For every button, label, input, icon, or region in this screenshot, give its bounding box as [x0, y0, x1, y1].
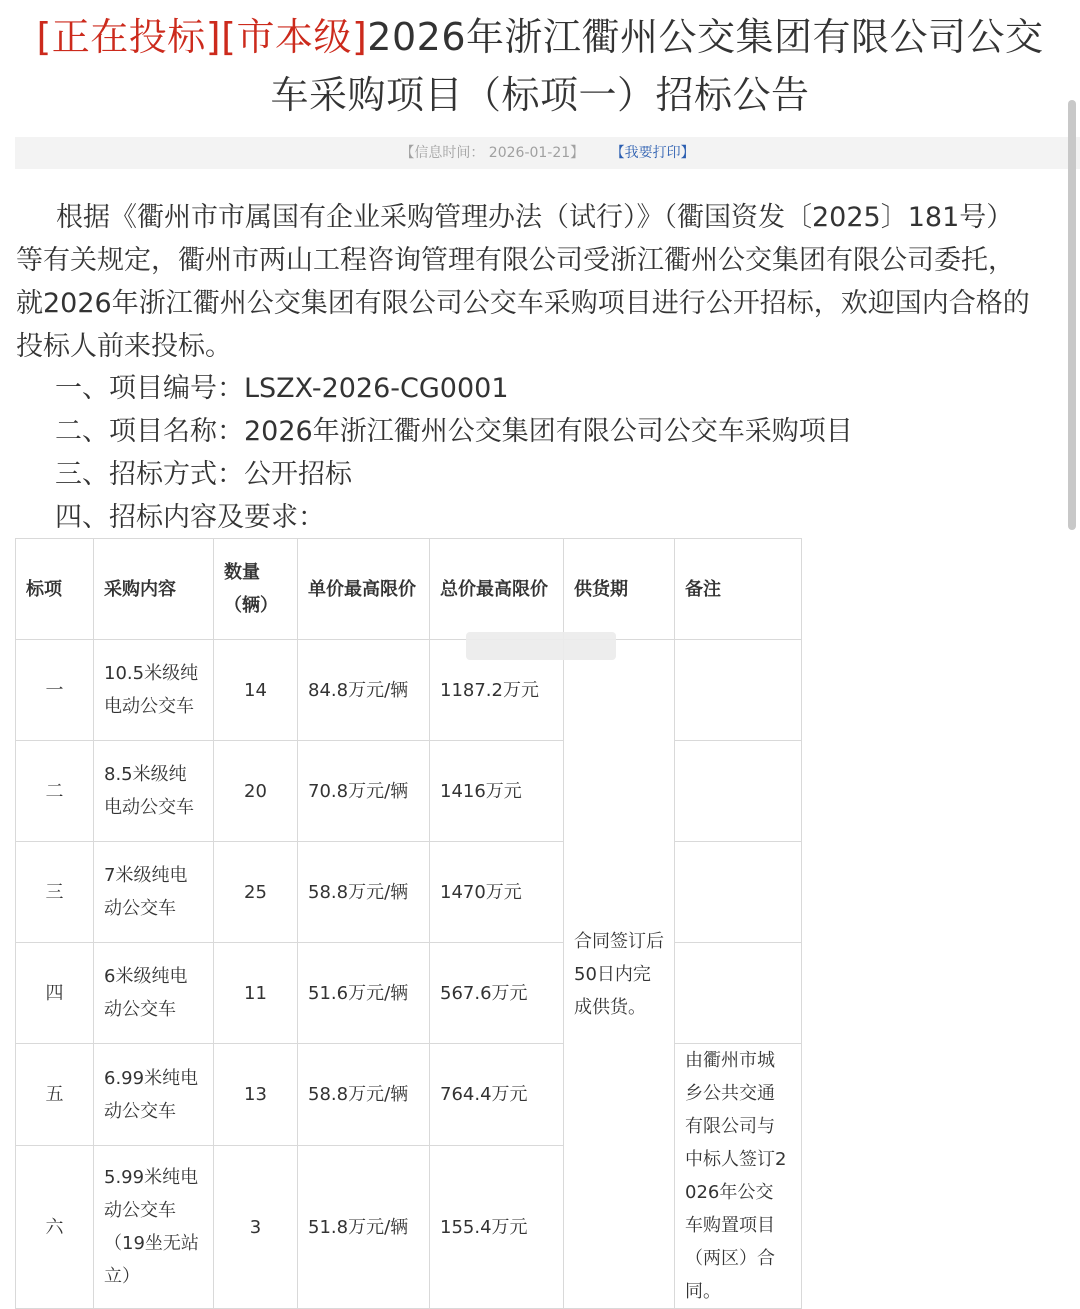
title-text-1: 2026年浙江衢州公交集团有限公司公交	[367, 15, 1044, 59]
cell-unit-price: 58.8万元/辆	[298, 842, 430, 943]
cell-content: 6.99米纯电动公交车	[94, 1044, 214, 1146]
cell-qty: 3	[214, 1146, 298, 1309]
cell-content: 10.5米级纯电动公交车	[94, 640, 214, 741]
cell-qty: 14	[214, 640, 298, 741]
header-content: 采购内容	[94, 539, 214, 640]
cell-total-price: 1470万元	[430, 842, 564, 943]
cell-remark-empty	[675, 842, 802, 943]
cell-lot: 六	[16, 1146, 94, 1309]
cell-total-price: 567.6万元	[430, 943, 564, 1044]
cell-remark-empty	[675, 741, 802, 842]
table-row	[16, 842, 802, 943]
cell-qty: 11	[214, 943, 298, 1044]
header-lot: 标项	[16, 539, 94, 640]
intro-line-3: 就2026年浙江衢州公交集团有限公司公交车采购项目进行公开招标，欢迎国内合格的	[16, 288, 1030, 319]
scrollbar[interactable]	[1068, 100, 1076, 530]
cell-remark-empty	[675, 943, 802, 1044]
cell-unit-price: 84.8万元/辆	[298, 640, 430, 741]
cell-unit-price: 51.6万元/辆	[298, 943, 430, 1044]
cell-unit-price: 51.8万元/辆	[298, 1146, 430, 1309]
status-tag: [正在投标]	[36, 15, 222, 59]
header-delivery: 供货期	[564, 539, 675, 640]
section-bid-method: 三、招标方式：公开招标	[55, 459, 352, 490]
cell-lot: 一	[16, 640, 94, 741]
title-line-2: 车采购项目（标项一）招标公告	[270, 73, 810, 117]
cell-content: 7米级纯电动公交车	[94, 842, 214, 943]
bid-table	[15, 538, 802, 1309]
blurred-overlay	[466, 632, 616, 660]
cell-lot: 五	[16, 1044, 94, 1146]
cell-content: 8.5米级纯电动公交车	[94, 741, 214, 842]
header-remark: 备注	[675, 539, 802, 640]
cell-lot: 三	[16, 842, 94, 943]
header-unit-price: 单价最高限价	[298, 539, 430, 640]
table-row	[16, 741, 802, 842]
level-tag: [市本级]	[221, 15, 368, 59]
cell-total-price: 155.4万元	[430, 1146, 564, 1309]
cell-delivery: 合同签订后50日内完成供货。	[564, 640, 675, 1309]
intro-line-1: 根据《衢州市市属国有企业采购管理办法（试行）》（衢国资发〔2025〕181号）	[56, 202, 1014, 233]
info-bar	[15, 137, 1080, 169]
section-bid-content: 四、招标内容及要求：	[55, 502, 325, 533]
cell-content: 5.99米纯电动公交车（19坐无站立）	[94, 1146, 214, 1309]
print-link[interactable]: 【我要打印】	[610, 145, 695, 161]
title-line-1	[0, 8, 1080, 66]
table-row	[16, 640, 802, 741]
page-title	[0, 8, 1080, 124]
cell-content: 6米级纯电动公交车	[94, 943, 214, 1044]
header-qty: 数量（辆）	[214, 539, 298, 640]
cell-qty: 25	[214, 842, 298, 943]
section-project-name: 二、项目名称：2026年浙江衢州公交集团有限公司公交车采购项目	[55, 416, 853, 447]
cell-qty: 20	[214, 741, 298, 842]
cell-unit-price: 58.8万元/辆	[298, 1044, 430, 1146]
section-project-number: 一、项目编号：LSZX-2026-CG0001	[55, 373, 509, 404]
cell-total-price: 1187.2万元	[430, 640, 564, 741]
table-header-row	[16, 539, 802, 640]
cell-remark-empty	[675, 640, 802, 741]
cell-total-price: 1416万元	[430, 741, 564, 842]
cell-unit-price: 70.8万元/辆	[298, 741, 430, 842]
table-row	[16, 943, 802, 1044]
intro-paragraph	[16, 196, 1080, 368]
cell-qty: 13	[214, 1044, 298, 1146]
table-row	[16, 1044, 802, 1146]
header-total-price: 总价最高限价	[430, 539, 564, 640]
intro-line-4: 投标人前来投标。	[16, 331, 232, 362]
cell-lot: 二	[16, 741, 94, 842]
cell-remark: 由衢州市城乡公共交通有限公司与中标人签订2026年公交车购置项目（两区）合同。	[675, 1044, 802, 1309]
cell-total-price: 764.4万元	[430, 1044, 564, 1146]
info-time: 【信息时间： 2026-01-21】	[400, 145, 585, 161]
intro-line-2: 等有关规定，衢州市两山工程咨询管理有限公司受浙江衢州公交集团有限公司委托，	[16, 245, 1015, 276]
cell-lot: 四	[16, 943, 94, 1044]
